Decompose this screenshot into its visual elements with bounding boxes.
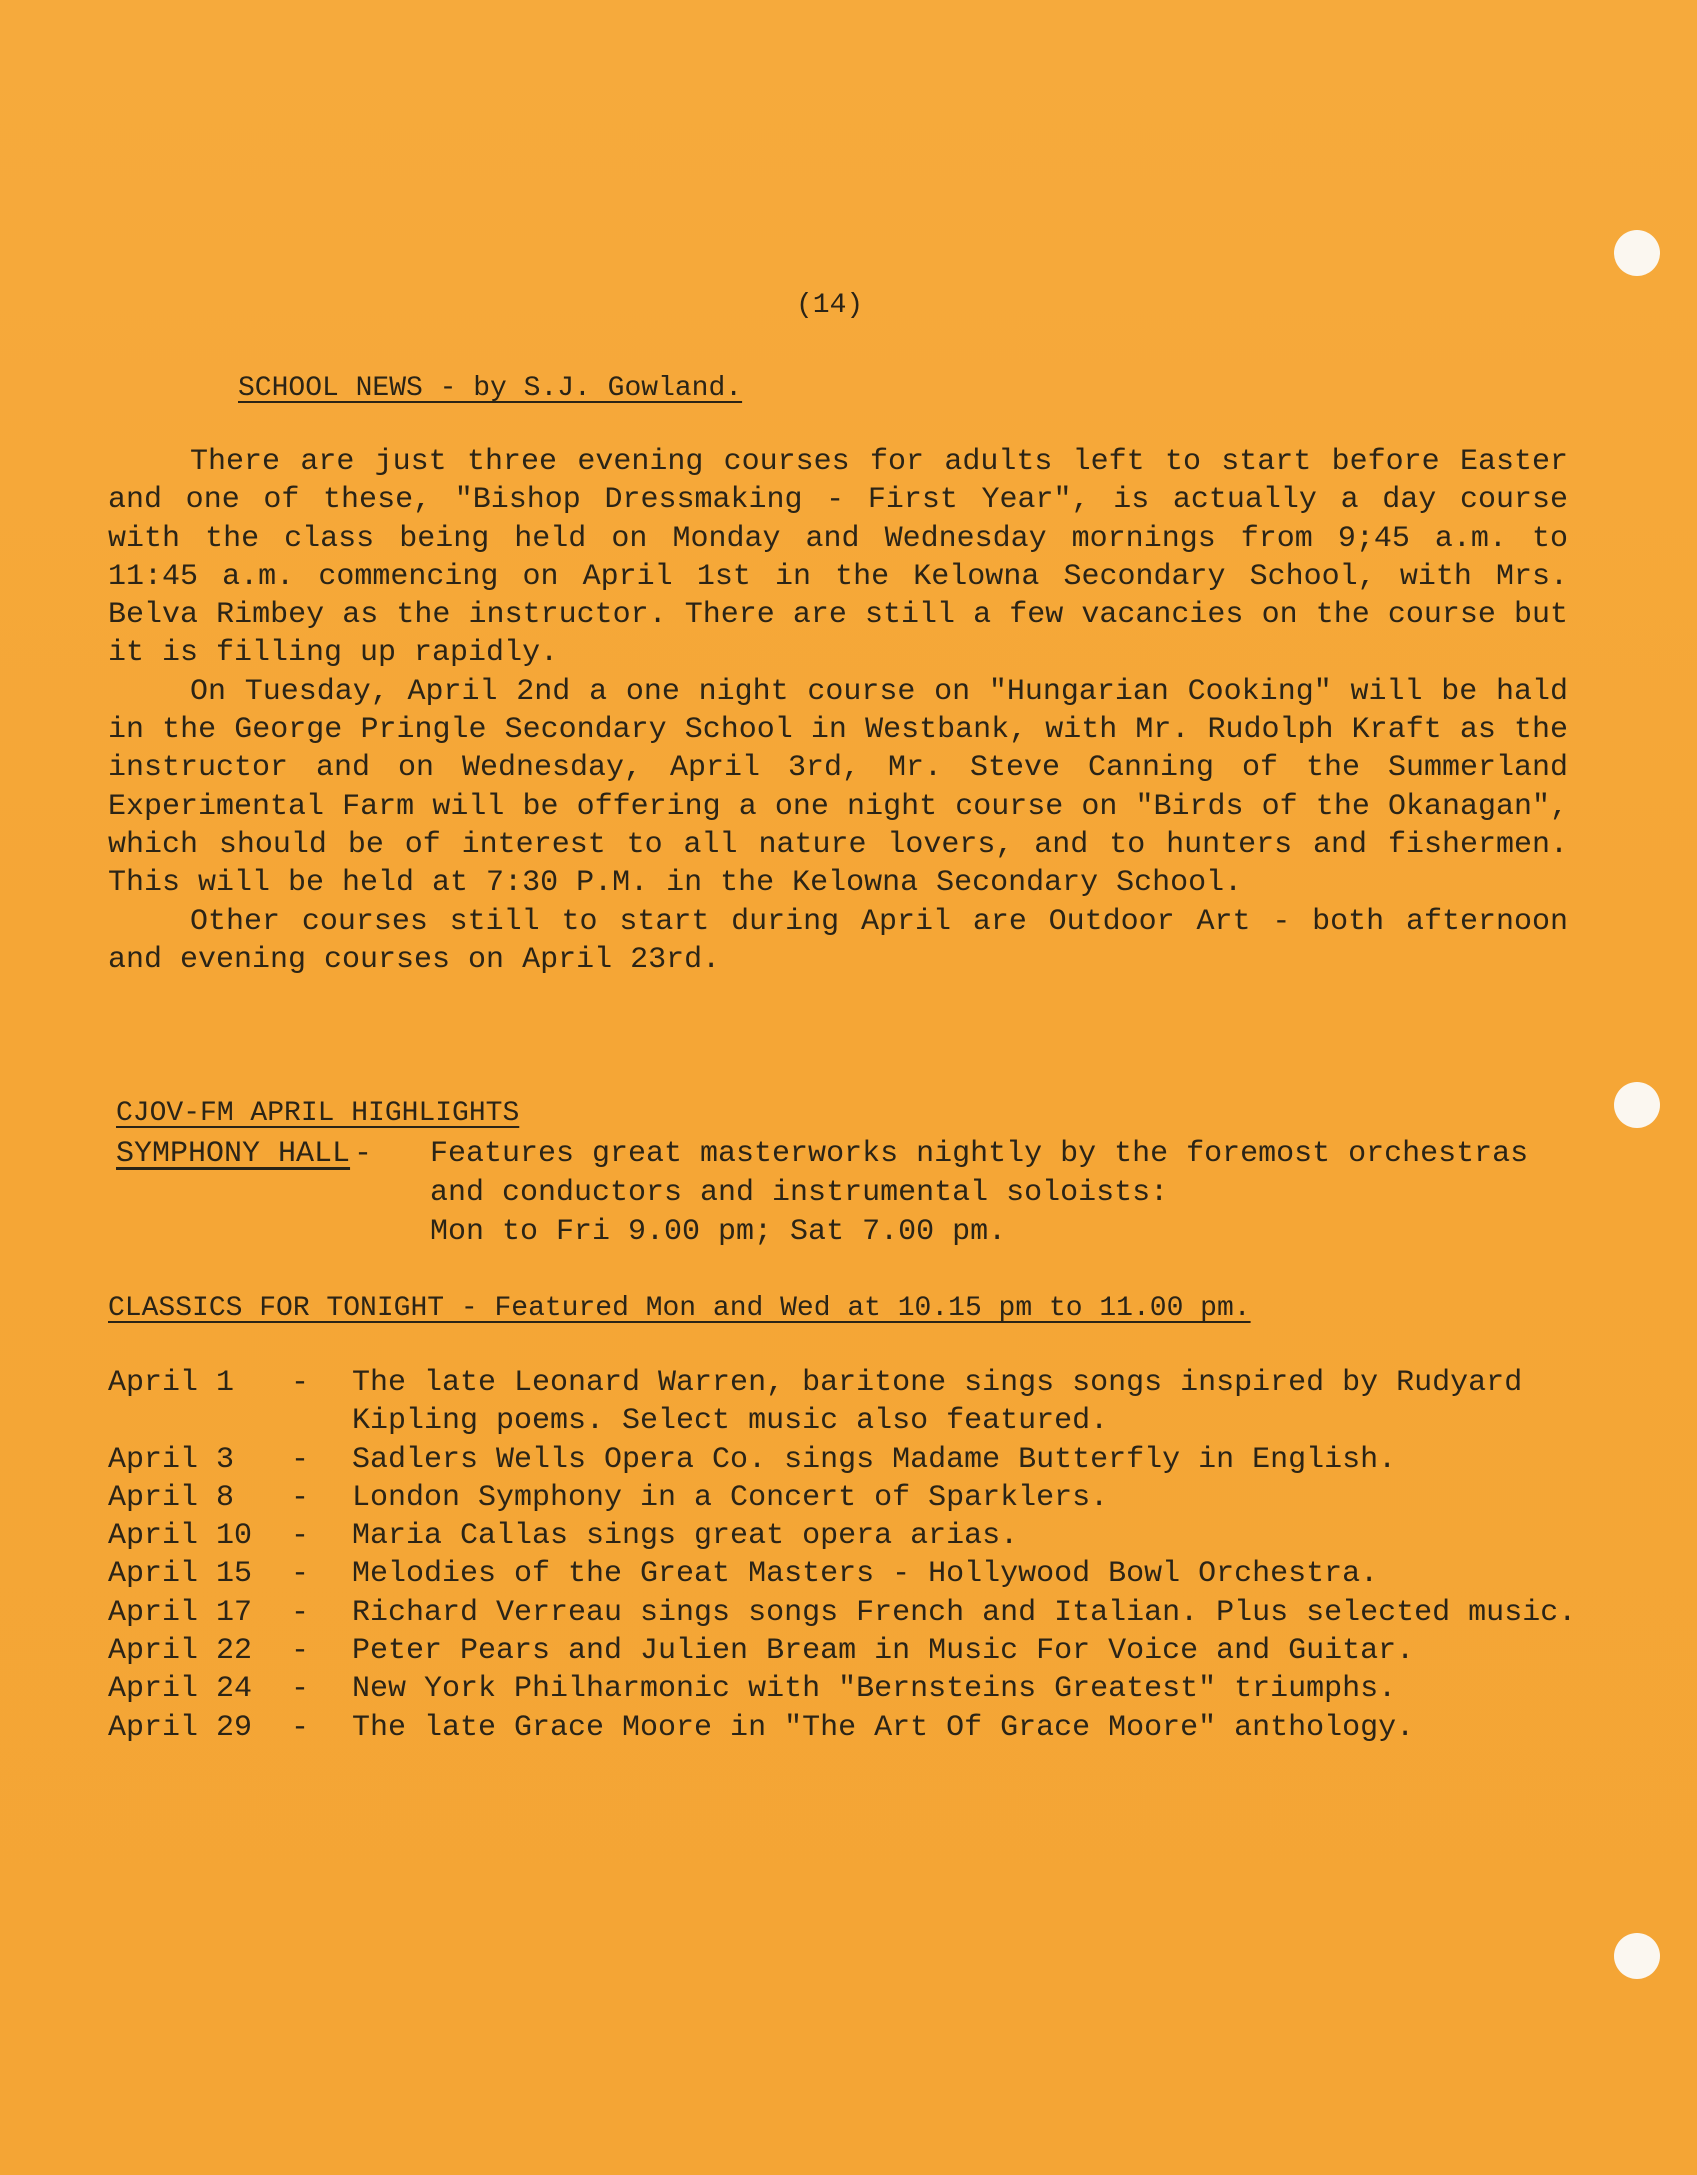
program-item [108,1517,1578,1555]
symphony-hall-label: SYMPHONY HALL [116,1137,351,1171]
program-item [108,1594,1578,1632]
program-separator: - [290,1557,309,1592]
classics-title: CLASSICS FOR TONIGHT - Featured Mon and Wed at 10.15 pm to 11.00 pm. [108,1293,1251,1324]
program-date: April 15 [108,1557,253,1592]
school-news-paragraph: On Tuesday, April 2nd a one night course on "Hungarian Cooking" will be hald in the George Pringle Secondary School in Westbank, with Mr. Rudolph Kraft as the instructor and on Wednesday, April 3rd, Mr. Steve Canning of the Summerland Experimental Farm will be offering a one night course on "Birds of the Okanagan", which should be of interest to all nature lovers, and to hunters and fishermen. This will be held at 7:30 P.M. in the Kelowna Secondary School. [108,674,1568,901]
program-description: The late Grace Moore in "The Art Of Grace Moore" anthology. [352,1710,1415,1745]
program-separator: - [290,1480,309,1515]
cjov-highlights-title: CJOV-FM APRIL HIGHLIGHTS [116,1098,520,1129]
school-news-paragraph: Other courses still to start during April are Outdoor Art - both afternoon and evening courses on April 23rd. [108,904,1568,977]
program-separator: - [290,1710,309,1745]
program-separator: - [290,1672,309,1707]
symphony-hall-description: Features great masterworks nightly by the foremost orchestras and conductors and instrumental soloists: [430,1137,1529,1210]
program-description: Sadlers Wells Opera Co. sings Madame Butterfly in English. [352,1442,1397,1477]
program-description: Melodies of the Great Masters - Hollywood Bowl Orchestra. [352,1557,1379,1592]
program-date: April 8 [108,1480,235,1515]
program-description: Peter Pears and Julien Bream in Music For Voice and Guitar. [352,1634,1415,1669]
symphony-hall-schedule: Mon to Fri 9.00 pm; Sat 7.00 pm. [430,1215,1007,1249]
page-number: (14) [796,290,864,321]
program-item [108,1555,1578,1593]
program-date: April 10 [108,1519,253,1554]
school-news-article [108,443,1568,979]
program-item [108,1364,1578,1441]
program-date: April 3 [108,1442,235,1477]
school-news-paragraph: There are just three evening courses for adults left to start before Easter and one of these, "Bishop Dressmaking - First Year", is actually a day course with the class being held on Monday and Wednesday mornings from 9;45 a.m. to 11:45 a.m. commencing on April 1st in the Kelowna Secondary School, with Mrs. Belva Rimbey as the instructor. There are still a few vacancies on the course but it is filling up rapidly. [108,445,1568,671]
program-date: April 1 [108,1366,235,1400]
punch-hole [1614,1933,1660,1979]
punch-hole [1614,230,1660,276]
punch-hole [1614,1082,1660,1128]
program-date: April 22 [108,1634,253,1669]
symphony-hall-dash: - [354,1137,373,1171]
program-separator: - [290,1442,309,1477]
program-item [108,1441,1578,1479]
program-separator: - [290,1634,309,1669]
program-description: New York Philharmonic with "Bernsteins Greatest" triumphs. [352,1672,1397,1707]
program-description: The late Leonard Warren, baritone sings songs inspired by Rudyard Kipling poems. Select music also featured. [352,1366,1523,1439]
classics-program-list [108,1364,1578,1747]
program-separator: - [290,1366,309,1400]
program-separator: - [290,1519,309,1554]
program-description: London Symphony in a Concert of Sparklers. [352,1480,1109,1515]
program-item [108,1632,1578,1670]
program-item [108,1670,1578,1708]
program-item [108,1709,1578,1747]
program-item [108,1479,1578,1517]
program-separator: - [290,1595,309,1630]
school-news-title: SCHOOL NEWS - by S.J. Gowland. [238,373,743,404]
program-description: Richard Verreau sings songs French and Italian. Plus selected music. [352,1595,1577,1630]
program-date: April 17 [108,1595,253,1630]
program-description: Maria Callas sings great opera arias. [352,1519,1019,1554]
program-date: April 24 [108,1672,253,1707]
program-date: April 29 [108,1710,253,1745]
